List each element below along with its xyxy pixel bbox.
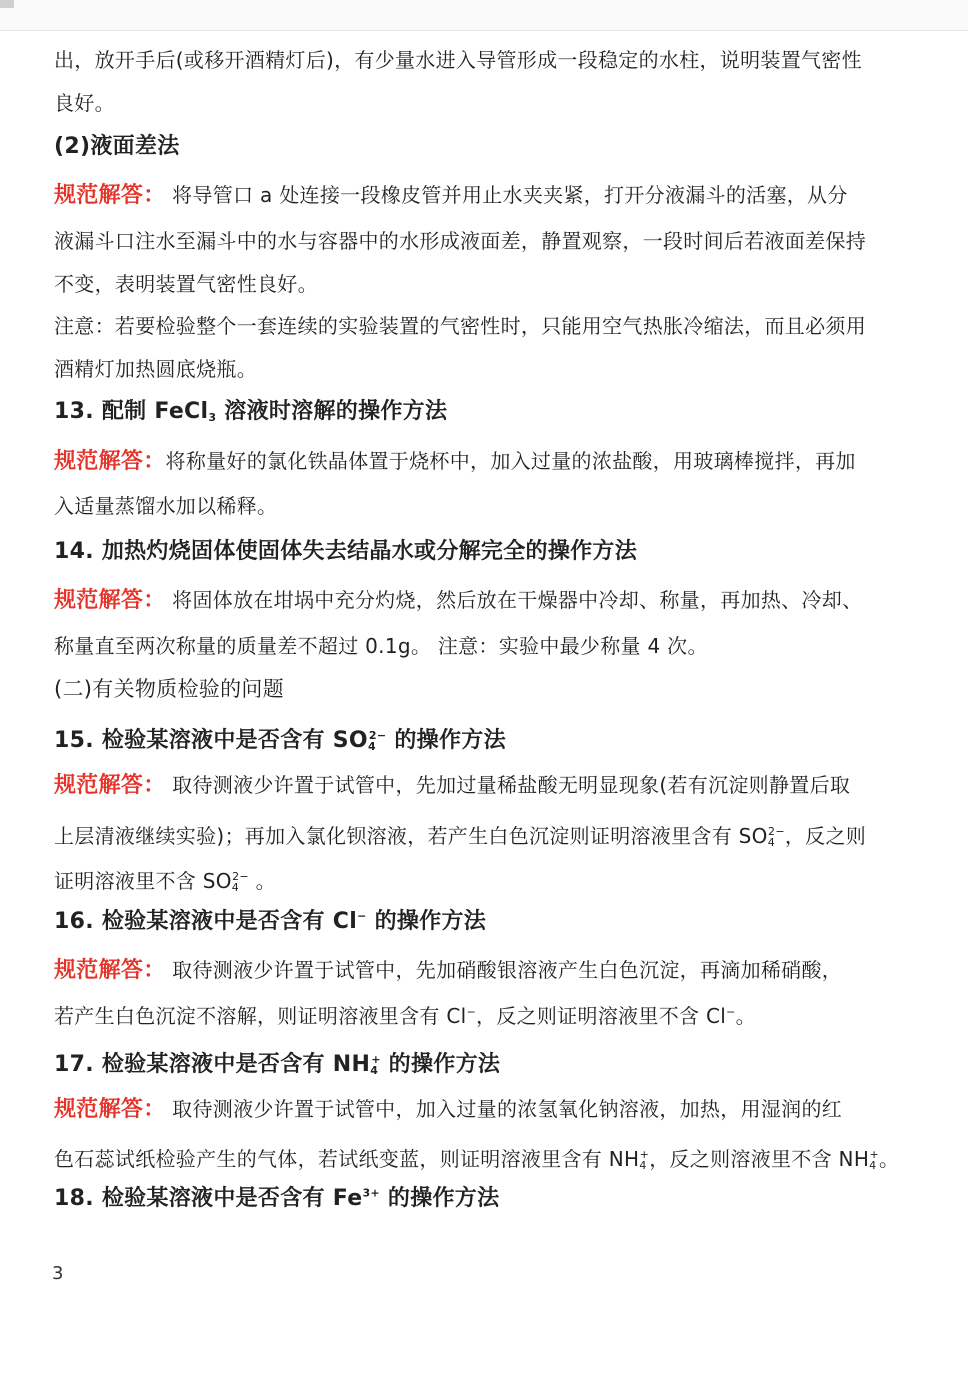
superscript: 2−	[232, 870, 249, 883]
section-heading: (二)有关物质检验的问题	[54, 677, 284, 701]
answer-line	[54, 1095, 928, 1124]
page-number: 3	[52, 1263, 64, 1284]
superscript: 2−	[368, 729, 387, 742]
question-heading-13	[54, 398, 928, 432]
subscript: 4	[367, 740, 376, 753]
heading-text: 18. 检验某溶液中是否含有 Fe	[54, 1186, 363, 1211]
section-heading: (2)液面差法	[54, 134, 180, 159]
question-heading-18	[54, 1185, 928, 1213]
superscript: +	[639, 1148, 650, 1161]
superscript: +	[869, 1148, 880, 1161]
question-heading-16	[54, 908, 928, 936]
answer-line	[54, 181, 928, 210]
superscript: +	[371, 1053, 381, 1066]
paragraph-line	[54, 818, 928, 857]
text: 上层清液继续实验)；再加入氯化钡溶液，若产生白色沉淀则证明溶液里含有 SO	[54, 824, 768, 848]
answer-label: 规范解答：	[54, 449, 166, 474]
answer-text: 将固体放在坩埚中充分灼烧，然后放在干燥器中冷却、称量，再加热、冷却、	[165, 588, 863, 612]
answer-text: 取待测液少许置于试管中，先加过量稀盐酸无明显现象(若有沉淀则静置后取	[165, 773, 851, 797]
heading-text: 16. 检验某溶液中是否含有 Cl	[54, 909, 358, 934]
superscript: −	[726, 1005, 736, 1019]
subscript: 4	[370, 1064, 379, 1077]
superscript: −	[466, 1005, 477, 1019]
heading-text: 的操作方法	[366, 909, 487, 934]
answer-label: 规范解答：	[54, 958, 166, 983]
subscript: 4	[767, 836, 776, 849]
superscript: −	[357, 909, 367, 923]
text: 。	[879, 1147, 900, 1171]
answer-line	[54, 956, 928, 985]
superscript: 3+	[362, 1186, 380, 1200]
heading-text: 的操作方法	[379, 1186, 500, 1211]
answer-label: 规范解答：	[54, 773, 166, 798]
heading-text: 的操作方法	[386, 728, 506, 753]
question-heading-15	[54, 722, 928, 761]
answer-text: 将称量好的氯化铁晶体置于烧杯中，加入过量的浓盐酸，用玻璃棒搅拌，再加	[165, 449, 856, 473]
text: ，反之则证明溶液里不含 Cl	[476, 1004, 727, 1028]
heading-text: 15. 检验某溶液中是否含有 SO	[54, 728, 368, 753]
text: ，反之则	[784, 824, 867, 848]
heading-text: 溶液时溶解的操作方法	[216, 399, 448, 424]
answer-text: 取待测液少许置于试管中，先加硝酸银溶液产生白色沉淀，再滴加稀硝酸，	[165, 958, 843, 982]
paragraph-line: 不变，表明装置气密性良好。	[54, 272, 318, 296]
subscript: 3	[208, 411, 217, 424]
answer-text: 取待测液少许置于试管中，加入过量的浓氢氧化钠溶液，加热，用湿润的红	[165, 1097, 843, 1121]
paragraph-line	[54, 1141, 928, 1180]
note-line: 酒精灯加热圆底烧瓶。	[54, 357, 257, 381]
heading-text: 13. 配制 FeCl	[54, 399, 209, 424]
answer-label: 规范解答：	[54, 183, 166, 208]
paragraph-line: 出，放开手后(或移开酒精灯后)，有少量水进入导管形成一段稳定的水柱，说明装置气密性	[54, 48, 862, 72]
answer-line	[54, 586, 928, 615]
text: 若产生白色沉淀不溶解，则证明溶液里含有 Cl	[54, 1004, 467, 1028]
answer-line	[54, 771, 928, 800]
paragraph-line	[54, 863, 928, 902]
subscript: 4	[639, 1159, 647, 1172]
text: ，反之则溶液里不含 NH	[649, 1147, 870, 1171]
answer-label: 规范解答：	[54, 588, 166, 613]
question-heading-17	[54, 1046, 928, 1085]
paragraph-line: 液漏斗口注水至漏斗中的水与容器中的水形成液面差，静置观察，一段时间后若液面差保持	[54, 229, 866, 253]
text: 色石蕊试纸检验产生的气体，若试纸变蓝，则证明溶液里含有 NH	[54, 1147, 640, 1171]
heading-text: 17. 检验某溶液中是否含有 NH	[54, 1052, 371, 1077]
paragraph-line: 良好。	[54, 91, 115, 115]
paragraph-line: 称量直至两次称量的质量差不超过 0.1g。 注意：实验中最少称量 4 次。	[54, 634, 708, 658]
answer-line	[54, 447, 928, 476]
heading-text: 的操作方法	[380, 1052, 501, 1077]
text: 。	[248, 869, 276, 893]
answer-text: 将导管口 a 处连接一段橡皮管并用止水夹夹紧，打开分液漏斗的活塞，从分	[165, 183, 848, 207]
superscript: 2−	[768, 825, 785, 838]
question-heading-14: 14. 加热灼烧固体使固体失去结晶水或分解完全的操作方法	[54, 539, 638, 564]
subscript: 4	[869, 1159, 877, 1172]
note-line: 注意：若要检验整个一套连续的实验装置的气密性时，只能用空气热胀冷缩法，而且必须用	[54, 314, 866, 338]
paragraph-line: 入适量蒸馏水加以稀释。	[54, 494, 278, 518]
subscript: 4	[231, 881, 240, 894]
paragraph-line	[54, 1002, 928, 1030]
text: 证明溶液里不含 SO	[54, 869, 232, 893]
answer-label: 规范解答：	[54, 1097, 166, 1122]
text: 。	[735, 1004, 756, 1028]
